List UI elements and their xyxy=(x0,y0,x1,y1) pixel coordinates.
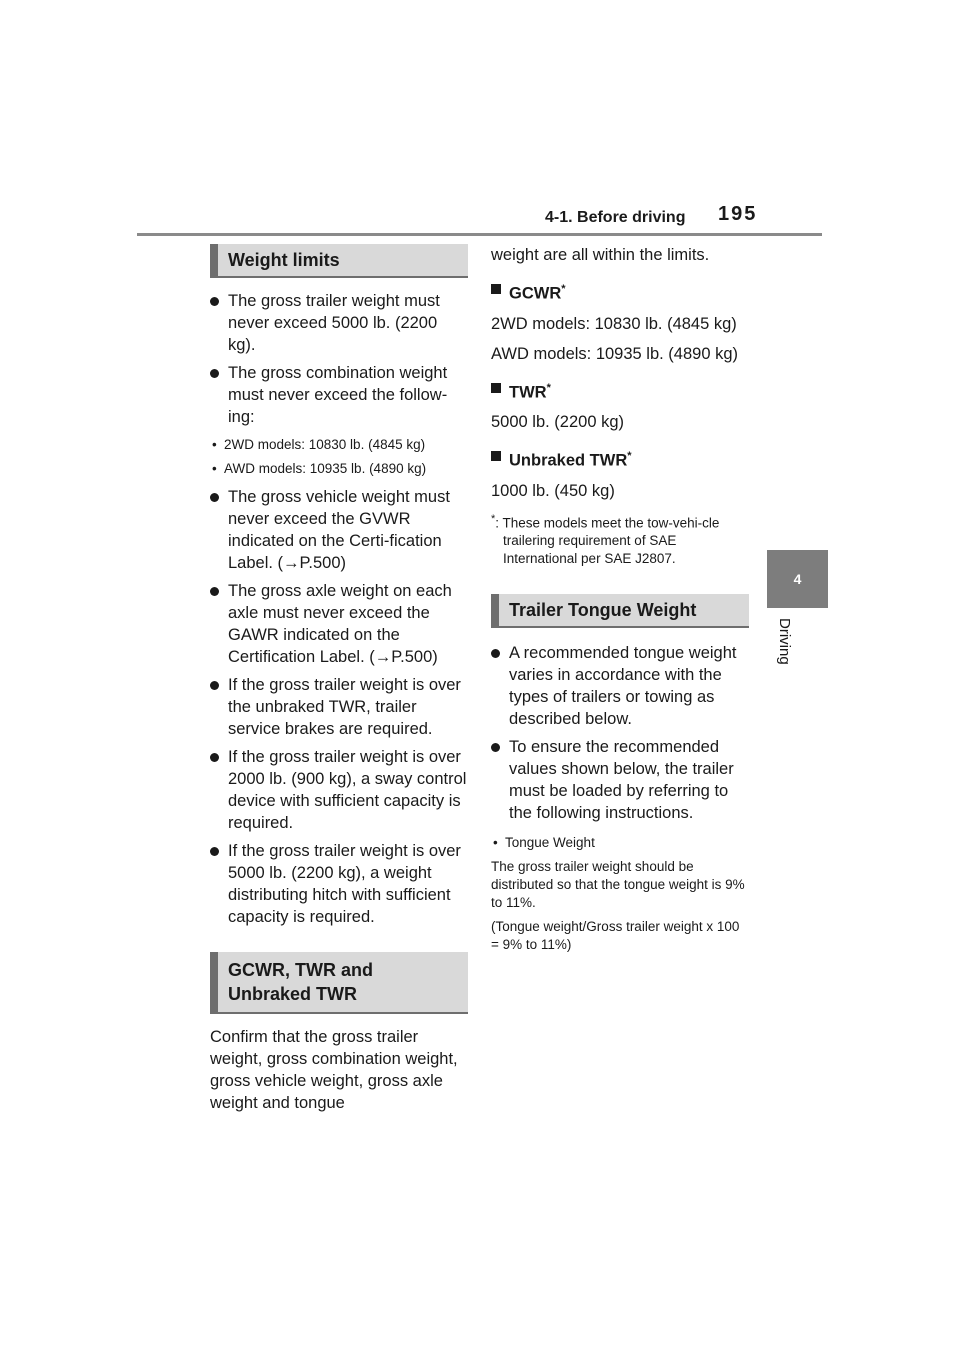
sub-bullet-mark: • xyxy=(493,835,498,850)
arrow-icon: → xyxy=(374,648,392,666)
bullet-item: If the gross trailer weight is over 2000 lb. (900 kg), a sway control device with sufficient capacity is required. xyxy=(210,746,468,834)
sub-bullet-item: • AWD models: 10935 lb. (4890 kg) xyxy=(212,461,427,476)
sub-bullet-item: • Tongue Weight xyxy=(493,835,595,850)
bullet-item: The gross vehicle weight must never exceed the GVWR indicated on the Certi-fication Label. (→P.500) xyxy=(210,486,468,574)
sub-bullet-mark: • xyxy=(212,461,217,476)
bullet-dot-icon xyxy=(491,649,500,658)
bullet-dot-icon xyxy=(210,493,219,502)
asterisk-mark: * xyxy=(546,381,551,394)
bullet-dot-icon xyxy=(210,847,219,856)
bullet-item: If the gross trailer weight is over the unbraked TWR, trailer service brakes are required. xyxy=(210,674,468,740)
chapter-tab[interactable]: 4 xyxy=(767,550,828,608)
paragraph-continuation: weight are all within the limits. xyxy=(491,246,710,264)
page-number: 195 xyxy=(718,203,758,225)
bullet-dot-icon xyxy=(210,297,219,306)
asterisk-mark: * xyxy=(491,512,496,525)
bullet-item: The gross axle weight on each axle must never exceed the GAWR indicated on the Certification Label. (→P.500) xyxy=(210,580,468,668)
page-header xyxy=(0,0,960,240)
chapter-label: Driving xyxy=(776,618,793,665)
bullet-dot-icon xyxy=(210,753,219,762)
footnote: *: These models meet the tow-vehi-cle trailering requirement of SAE International per SAE J2807. xyxy=(491,512,720,566)
gcwr-subheading: GCWR* xyxy=(491,278,749,305)
bullet-item: The gross combination weight must never exceed the follow-ing: xyxy=(210,362,468,428)
sub-bullet-mark: • xyxy=(212,437,217,452)
twr-value: 5000 lb. (2200 kg) xyxy=(491,413,625,431)
bullet-dot-icon xyxy=(210,369,219,378)
asterisk-mark: * xyxy=(627,450,632,462)
gcwr-heading: GCWR, TWR and Unbraked TWR xyxy=(210,952,468,1014)
gcwr-2wd-value: 2WD models: 10830 lb. (4845 kg) xyxy=(491,314,737,333)
square-bullet-icon xyxy=(491,383,501,393)
weight-limits-heading: Weight limits xyxy=(210,244,468,278)
bullet-dot-icon xyxy=(210,587,219,596)
unbraked-twr-value: 1000 lb. (450 kg) xyxy=(491,481,615,500)
left-column xyxy=(210,244,468,1114)
tongue-formula: (Tongue weight/Gross trailer weight x 100 = 9% to 11%) xyxy=(491,919,740,952)
bullet-item: The gross trailer weight must never exceed 5000 lb. (2200 kg). xyxy=(210,290,468,356)
gcwr-awd-value: AWD models: 10935 lb. (4890 kg) xyxy=(491,344,739,363)
square-bullet-icon xyxy=(491,284,501,294)
page-ref-link[interactable]: P.500) xyxy=(391,648,438,666)
sub-bullet-item: • 2WD models: 10830 lb. (4845 kg) xyxy=(212,437,426,452)
tongue-paragraph: The gross trailer weight should be distributed so that the tongue weight is 9% to 11%. xyxy=(491,859,745,910)
square-bullet-icon xyxy=(491,451,501,461)
bullet-dot-icon xyxy=(210,681,219,690)
bullet-dot-icon xyxy=(491,743,500,752)
bullet-item: A recommended tongue weight varies in accordance with the types of trailers or towing as described below. xyxy=(491,642,749,730)
tongue-weight-heading: Trailer Tongue Weight xyxy=(491,594,749,628)
page-ref-link[interactable]: P.500) xyxy=(299,554,347,572)
twr-subheading: TWR* xyxy=(491,377,749,404)
unbraked-twr-subheading: Unbraked TWR* xyxy=(491,445,749,472)
bullet-item: If the gross trailer weight is over 5000 lb. (2200 kg), a weight distributing hitch with sufficient capacity is required. xyxy=(210,840,468,928)
arrow-icon: → xyxy=(283,554,300,572)
bullet-item: To ensure the recommended values shown below, the trailer must be loaded by referring to the following instructions. xyxy=(491,736,749,824)
right-column xyxy=(491,244,749,954)
header-rule xyxy=(137,233,822,236)
section-title: 4-1. Before driving xyxy=(545,209,686,226)
asterisk-mark: * xyxy=(561,283,566,295)
gcwr-paragraph: Confirm that the gross trailer weight, gross combination weight, gross vehicle weight, gross axle weight and tongue xyxy=(210,1028,458,1112)
